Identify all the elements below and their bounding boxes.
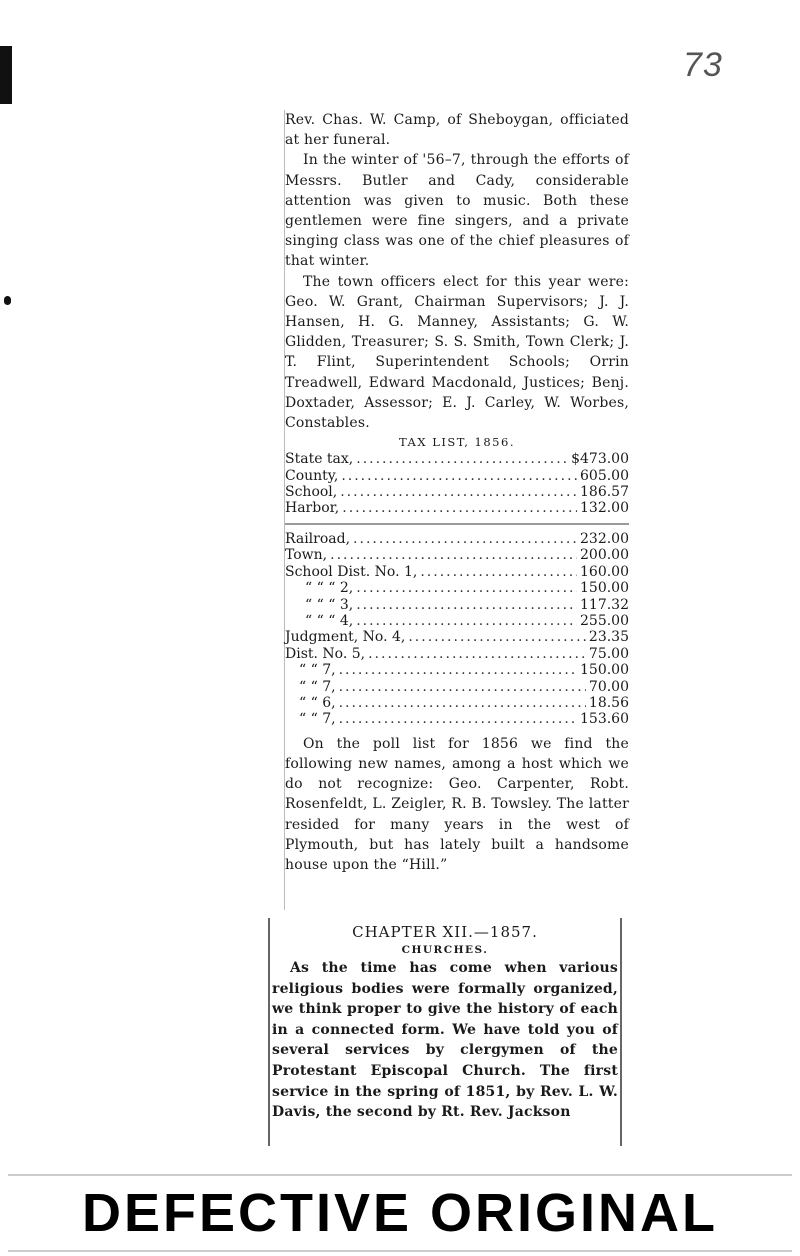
tax-amount: 186.57: [580, 484, 629, 501]
churches-paragraph: As the time has come when various religious bodies were formally organized, we think proper to give the history of each in a connected form. We have told you of several services by clergymen of the Protestant Episcopal Church. The first service in the spring of 1851, by Rev. L. W. Davis, the second by Rt. Rev. Jackson: [272, 960, 618, 1121]
tax-row: [285, 629, 629, 645]
dot-leader: [339, 679, 586, 695]
tax-amount: 232.00: [580, 530, 629, 547]
tax-label: “ “ “ 4,: [305, 612, 354, 629]
tax-label: Dist. No. 5,: [285, 645, 366, 662]
tax-row: [285, 597, 629, 613]
tax-amount: 605.00: [580, 467, 629, 484]
tax-label: Railroad,: [285, 530, 351, 547]
tax-amount: 150.00: [580, 580, 629, 597]
dot-leader: [353, 531, 577, 547]
tax-amount: 255.00: [580, 612, 629, 629]
tax-row: [285, 580, 629, 596]
tax-label: Judgment, No. 4,: [285, 629, 406, 646]
tax-label: Town,: [285, 547, 328, 564]
dot-leader: [340, 484, 577, 500]
tax-row: [285, 711, 629, 727]
tax-amount: 153.60: [580, 711, 629, 728]
tax-group-1: [285, 451, 629, 517]
tax-list-heading: TAX LIST, 1856.: [399, 435, 515, 450]
dot-leader: [356, 597, 577, 613]
tax-amount: 150.00: [580, 662, 629, 679]
tax-row: [285, 500, 629, 516]
tax-label: “ “ “ 3,: [305, 596, 354, 613]
dot-leader: [330, 547, 577, 563]
dot-leader: [342, 500, 577, 516]
tax-label: School,: [285, 484, 338, 501]
tax-label: “ “ 7,: [299, 662, 336, 679]
tax-row: [285, 679, 629, 695]
tax-label: Harbor,: [285, 500, 340, 517]
dot-leader: [420, 564, 577, 580]
tax-row: [285, 695, 629, 711]
edge-mark-dot: [4, 296, 11, 305]
tax-amount: 70.00: [588, 678, 629, 695]
tax-label: County,: [285, 467, 339, 484]
edge-mark-top: [0, 46, 12, 104]
tax-label: “ “ 7,: [299, 678, 336, 695]
tax-amount: $473.00: [571, 451, 629, 468]
tax-row: [285, 451, 629, 467]
paragraph-1: Rev. Chas. W. Camp, of Sheboygan, officiated at her funeral.: [285, 112, 629, 149]
dot-leader: [341, 468, 577, 484]
dot-leader: [356, 451, 568, 467]
paragraph-3: The town officers elect for this year were: Geo. W. Grant, Chairman Supervisors; J. J. Hansen, H. G. Manney, Assistants; G. W. Glidden, Treasurer; S. S. Smith, Town Clerk; J. T. Flint, Superintendent Schools; Orrin Treadwell, Edward Macdonald, Justices; Benj. Doxtader, Assessor; E. J. Carley, W. Worbes, Constables.: [285, 273, 629, 432]
tax-row: [285, 547, 629, 563]
tax-row: [285, 662, 629, 678]
closing-paragraph: On the poll list for 1856 we find the following new names, among a host which we do not recognize: Geo. Carpenter, Robt. Rosenfeldt, L. Zeigler, R. B. Towsley. The latter resided for many years in the west of Plymouth, but has lately built a handsome house upon the “Hill.”: [285, 735, 629, 873]
tax-amount: 117.32: [580, 596, 629, 613]
defective-original-banner: DEFECTIVE ORIGINAL: [8, 1174, 792, 1252]
paragraph-2: In the winter of '56–7, through the efforts of Messrs. Butler and Cady, considerable attention was given to music. Both these gentlemen were fine singers, and a private singing class was one of the chief pleasures of that winter.: [285, 152, 629, 270]
dot-leader: [339, 695, 586, 711]
dot-leader: [356, 580, 577, 596]
dot-leader: [339, 711, 577, 727]
tax-label: State tax,: [285, 451, 354, 468]
dot-leader: [339, 662, 577, 678]
tax-label: School Dist. No. 1,: [285, 563, 418, 580]
tax-amount: 160.00: [580, 563, 629, 580]
section-title: CHURCHES.: [401, 944, 489, 956]
tax-label: “ “ 6,: [299, 694, 336, 711]
dot-leader: [356, 613, 577, 629]
tax-row: [285, 646, 629, 662]
tax-row: [285, 564, 629, 580]
tax-row: [285, 613, 629, 629]
dot-leader: [408, 629, 586, 645]
tax-amount: 200.00: [580, 547, 629, 564]
dot-leader: [368, 646, 586, 662]
tax-label: “ “ “ 2,: [305, 580, 354, 597]
page-number: 73: [683, 46, 723, 84]
tax-row: [285, 484, 629, 500]
tax-amount: 23.35: [588, 629, 629, 646]
tax-amount: 18.56: [588, 694, 629, 711]
tax-group-2: [285, 531, 629, 728]
clipping-column-1: [284, 110, 629, 910]
tax-row: [285, 531, 629, 547]
chapter-title: CHAPTER XII.—1857.: [352, 923, 538, 941]
tax-amount: 75.00: [588, 645, 629, 662]
tax-row: [285, 468, 629, 484]
clipping-divider: [285, 523, 629, 525]
clipping-column-2: [268, 918, 622, 1146]
tax-amount: 132.00: [580, 500, 629, 517]
tax-label: “ “ 7,: [299, 711, 336, 728]
